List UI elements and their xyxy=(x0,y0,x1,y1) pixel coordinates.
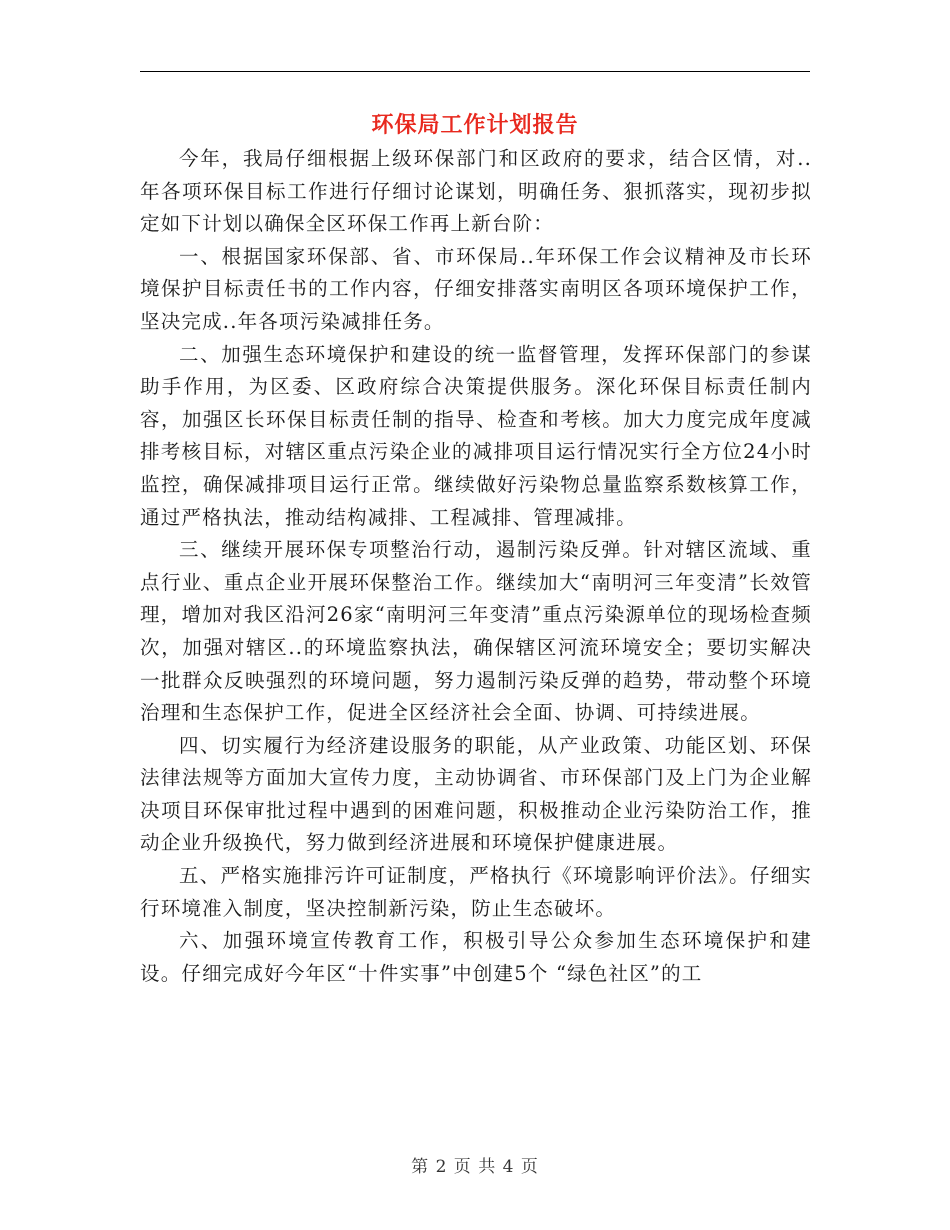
paragraph-item-2: 二、加强生态环境保护和建设的统一监督管理，发挥环保部门的参谋助手作用，为区委、区政府综合决策提供服务。深化环保目标责任制内容，加强区长环保目标责任制的指导、检查和考核。加大力度完成年度减排考核目标，对辖区重点污染企业的减排项目运行情况实行全方位24小时监控，确保减排项目运行正常。继续做好污染物总量监察系数核算工作，通过严格执法，推动结构减排、工程减排、管理减排。 xyxy=(140,342,812,529)
paragraph-item-1: 一、根据国家环保部、省、市环保局..年环保工作会议精神及市长环境保护目标责任书的工作内容，仔细安排落实南明区各项环境保护工作，坚决完成..年各项污染减排任务。 xyxy=(140,244,812,333)
paragraph-item-4: 四、切实履行为经济建设服务的职能，从产业政策、功能区划、环保法律法规等方面加大宣传力度，主动协调省、市环保部门及上门为企业解决项目环保审批过程中遇到的困难问题，积极推动企业污染防治工作，推动企业升级换代，努力做到经济进展和环境保护健康进展。 xyxy=(140,733,812,855)
paragraph-intro: 今年，我局仔细根据上级环保部门和区政府的要求，结合区情，对..年各项环保目标工作进行仔细讨论谋划，明确任务、狠抓落实，现初步拟定如下计划以确保全区环保工作再上新台阶： xyxy=(140,147,812,236)
header-rule xyxy=(140,71,810,72)
document-body xyxy=(140,143,812,990)
page-number-footer: 第 2 页 共 4 页 xyxy=(411,1157,539,1177)
paragraph-item-6: 六、加强环境宣传教育工作，积极引导公众参加生态环境保护和建设。仔细完成好今年区“十件实事”中创建5个 “绿色社区”的工 xyxy=(140,929,812,985)
paragraph-item-5: 五、严格实施排污许可证制度，严格执行《环境影响评价法》。仔细实行环境准入制度，坚决控制新污染，防止生态破坏。 xyxy=(140,864,812,920)
paragraph-item-3: 三、继续开展环保专项整治行动，遏制污染反弹。针对辖区流域、重点行业、重点企业开展环保整治工作。继续加大“南明河三年变清”长效管理，增加对我区沿河26家“南明河三年变清”重点污染源单位的现场检查频次，加强对辖区..的环境监察执法，确保辖区河流环境安全；要切实解决一批群众反映强烈的环境问题，努力遏制污染反弹的趋势，带动整个环境治理和生态保护工作，促进全区经济社会全面、协调、可持续进展。 xyxy=(140,538,812,725)
document-title: 环保局工作计划报告 xyxy=(371,112,579,138)
